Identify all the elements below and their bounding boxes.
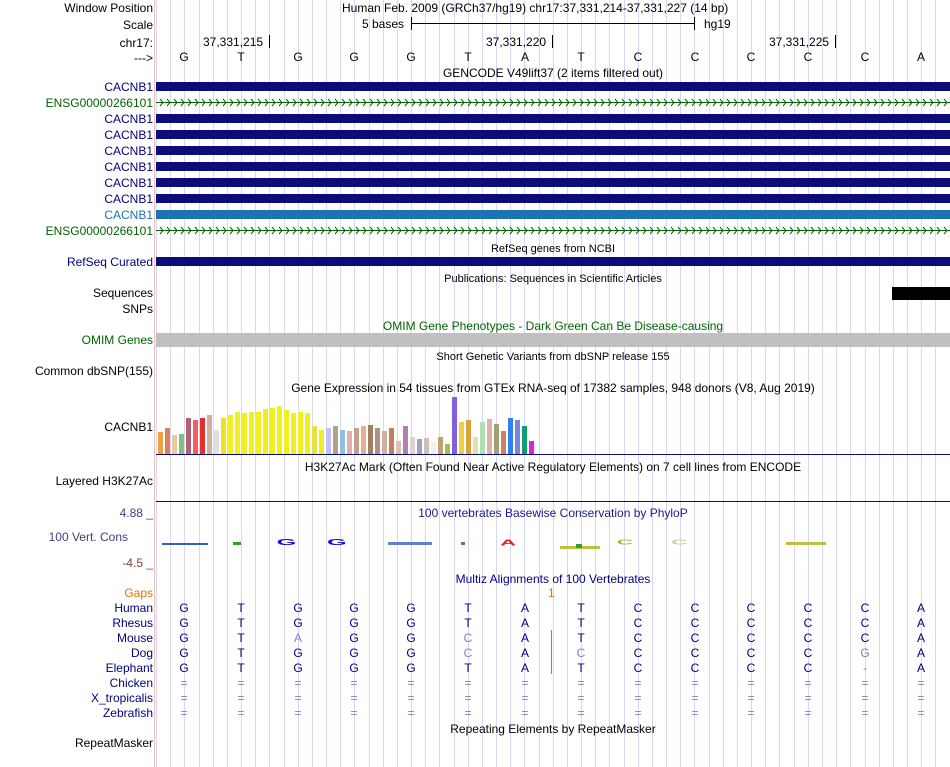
cons-mark-2: [233, 542, 241, 545]
gtex-tissue-bar[interactable]: [340, 430, 345, 454]
gencode-row-label[interactable]: CACNB1: [104, 144, 153, 158]
window-position-label: Window Position: [64, 1, 153, 15]
multiz-base: G: [349, 616, 359, 630]
cons-mark-7: [786, 542, 826, 545]
multiz-track-title: Multiz Alignments of 100 Vertebrates: [455, 572, 651, 586]
scale-text: 5 bases: [362, 17, 405, 31]
base-letter: C: [803, 50, 813, 64]
base-letter: G: [406, 50, 416, 64]
multiz-base: G: [179, 646, 189, 660]
position-tick-2: [552, 35, 553, 48]
multiz-base: G: [406, 616, 416, 630]
multiz-base: T: [237, 661, 245, 675]
gtex-tissue-bar[interactable]: [382, 431, 387, 454]
gtex-tissue-bar[interactable]: [508, 418, 513, 454]
multiz-base: A: [520, 601, 529, 615]
multiz-base: =: [521, 676, 529, 690]
gtex-track-title: Gene Expression in 54 tissues from GTEx RNA-seq of 17382 samples, 948 donors (V8, Aug 2019): [291, 381, 815, 395]
gtex-tissue-bar[interactable]: [200, 418, 205, 454]
base-letter: G: [349, 50, 359, 64]
scale-bar-left-tick: [411, 17, 412, 30]
gtex-tissue-bar[interactable]: [312, 426, 317, 454]
base-letter: G: [293, 50, 303, 64]
gtex-tissue-bar[interactable]: [228, 415, 233, 454]
cons-mark-1: [162, 543, 208, 545]
multiz-base: C: [860, 631, 870, 645]
repeatmasker-track-title: Repeating Elements by RepeatMasker: [450, 722, 656, 736]
multiz-species-label[interactable]: Dog: [130, 646, 153, 660]
multiz-base: A: [916, 631, 925, 645]
gtex-expression-chart[interactable]: [158, 396, 538, 454]
multiz-base: =: [861, 691, 869, 705]
multiz-base: =: [747, 676, 755, 690]
strand-label: --->: [134, 51, 153, 65]
multiz-gaps-label[interactable]: Gaps: [124, 586, 153, 600]
gtex-tissue-bar[interactable]: [326, 428, 331, 454]
multiz-species-label[interactable]: Zebrafish: [102, 706, 153, 720]
gencode-transcript-bar[interactable]: [156, 210, 950, 219]
multiz-base: C: [746, 616, 756, 630]
gtex-tissue-bar[interactable]: [487, 419, 492, 454]
gtex-tissue-bar[interactable]: [424, 438, 429, 454]
multiz-base: C: [803, 601, 813, 615]
base-letter: C: [690, 50, 700, 64]
multiz-base: A: [520, 631, 529, 645]
gencode-row-label[interactable]: CACNB1: [104, 176, 153, 190]
gtex-tissue-bar[interactable]: [242, 413, 247, 454]
gtex-tissue-bar[interactable]: [284, 410, 289, 454]
multiz-base: C: [633, 631, 643, 645]
multiz-base: =: [464, 706, 472, 720]
multiz-base: =: [294, 691, 302, 705]
gtex-tissue-bar[interactable]: [263, 409, 268, 454]
multiz-base: =: [237, 676, 245, 690]
gencode-transcript-bar[interactable]: [156, 82, 950, 91]
multiz-base: =: [577, 676, 585, 690]
gtex-tissue-bar[interactable]: [354, 428, 359, 454]
gtex-tissue-bar[interactable]: [305, 413, 310, 454]
multiz-species-label[interactable]: X_tropicalis: [90, 691, 153, 705]
gencode-row-label[interactable]: CACNB1: [104, 192, 153, 206]
conservation-logo[interactable]: [156, 530, 950, 554]
multiz-base: =: [407, 706, 415, 720]
multiz-base: T: [577, 601, 585, 615]
gtex-tissue-bar[interactable]: [522, 426, 527, 454]
gtex-tissue-bar[interactable]: [361, 426, 366, 454]
multiz-base: G: [293, 646, 303, 660]
gtex-tissue-bar[interactable]: [368, 425, 373, 454]
multiz-base: C: [746, 601, 756, 615]
multiz-base: C: [576, 646, 586, 660]
gtex-tissue-bar[interactable]: [193, 420, 198, 454]
multiz-base: A: [916, 616, 925, 630]
multiz-base: C: [746, 646, 756, 660]
gtex-tissue-bar[interactable]: [473, 437, 478, 454]
h3k27ac-track-title: H3K27Ac Mark (Often Found Near Active Regulatory Elements) on 7 cell lines from ENCODE: [304, 460, 802, 474]
gencode-arrow-line[interactable]: [156, 226, 950, 235]
multiz-base: G: [406, 661, 416, 675]
multiz-base: =: [747, 706, 755, 720]
multiz-base: C: [463, 646, 473, 660]
multiz-base: G: [349, 661, 359, 675]
gtex-tissue-bar[interactable]: [333, 426, 338, 454]
multiz-base: G: [349, 601, 359, 615]
multiz-base: T: [464, 601, 472, 615]
multiz-base: =: [691, 706, 699, 720]
multiz-base: =: [577, 706, 585, 720]
multiz-base: G: [406, 646, 416, 660]
gtex-tissue-bar[interactable]: [396, 441, 401, 454]
multiz-base: C: [633, 661, 643, 675]
multiz-base: A: [916, 661, 925, 675]
base-letter: T: [577, 50, 585, 64]
gencode-row-label[interactable]: ENSG00000266101: [45, 224, 153, 238]
multiz-base: C: [803, 661, 813, 675]
multiz-base: G: [179, 601, 189, 615]
publication-sequence-hit[interactable]: [892, 287, 950, 300]
gtex-tissue-bar[interactable]: [158, 432, 163, 454]
multiz-base: A: [520, 661, 529, 675]
multiz-base: G: [293, 661, 303, 675]
gtex-tissue-bar[interactable]: [165, 428, 170, 454]
multiz-base: T: [577, 631, 585, 645]
multiz-base: C: [633, 601, 643, 615]
multiz-species-label[interactable]: Mouse: [116, 631, 153, 645]
gencode-transcript-bar[interactable]: [156, 178, 950, 187]
gtex-tissue-bar[interactable]: [172, 435, 177, 454]
publications-track-title: Publications: Sequences in Scientific Articles: [444, 273, 662, 285]
multiz-base: =: [294, 706, 302, 720]
base-letter: A: [916, 50, 925, 64]
multiz-base: =: [180, 706, 188, 720]
base-letter: C: [860, 50, 870, 64]
cons-mark-4: [461, 542, 465, 545]
gencode-track-title: GENCODE V49lift37 (2 items filtered out): [442, 66, 664, 80]
multiz-base: G: [406, 631, 416, 645]
gencode-transcript-bar[interactable]: [156, 146, 950, 155]
multiz-base: T: [577, 616, 585, 630]
multiz-base: T: [464, 616, 472, 630]
multiz-base: =: [521, 706, 529, 720]
multiz-base: =: [804, 691, 812, 705]
base-letter: A: [520, 50, 529, 64]
gtex-track-label[interactable]: CACNB1: [104, 420, 153, 434]
multiz-base: =: [917, 706, 925, 720]
gencode-transcript-bar[interactable]: [156, 114, 950, 123]
h3k27ac-baseline: [156, 501, 950, 502]
gtex-tissue-bar[interactable]: [403, 426, 408, 454]
refseq-track-label[interactable]: RefSeq Curated: [66, 255, 153, 269]
gtex-baseline: [156, 454, 950, 455]
gencode-row-label[interactable]: ENSG00000266101: [45, 96, 153, 110]
multiz-base: -: [863, 661, 867, 675]
multiz-base: C: [633, 646, 643, 660]
base-letter: T: [237, 50, 245, 64]
multiz-base: =: [180, 676, 188, 690]
base-letter: C: [746, 50, 756, 64]
gtex-tissue-bar[interactable]: [298, 412, 303, 454]
multiz-base: =: [294, 676, 302, 690]
gtex-tissue-bar[interactable]: [277, 406, 282, 454]
multiz-base: C: [690, 616, 700, 630]
multiz-species-label[interactable]: Elephant: [105, 661, 153, 675]
gtex-tissue-bar[interactable]: [501, 431, 506, 454]
multiz-base: G: [179, 661, 189, 675]
publications-sequences-label[interactable]: Sequences: [92, 286, 153, 300]
multiz-base: G: [349, 646, 359, 660]
base-letter: G: [179, 50, 189, 64]
multiz-base: =: [747, 691, 755, 705]
position-tick-label-2: 37,331,220: [486, 35, 547, 49]
gencode-row-label[interactable]: CACNB1: [104, 208, 153, 222]
multiz-base: =: [237, 706, 245, 720]
base-letter: C: [633, 50, 643, 64]
multiz-base: =: [464, 676, 472, 690]
multiz-base: =: [917, 676, 925, 690]
multiz-base: =: [804, 676, 812, 690]
dbsnp-track-label[interactable]: Common dbSNP(155): [34, 364, 153, 378]
conservation-max-label: 4.88 _: [119, 506, 153, 520]
multiz-base: G: [179, 616, 189, 630]
multiz-base: =: [917, 691, 925, 705]
gtex-tissue-bar[interactable]: [291, 413, 296, 454]
gtex-tissue-bar[interactable]: [214, 430, 219, 454]
gencode-transcript-bar[interactable]: [156, 162, 950, 171]
multiz-base: =: [691, 676, 699, 690]
gtex-tissue-bar[interactable]: [207, 415, 212, 454]
multiz-base: C: [690, 646, 700, 660]
cons-logo-a: A: [500, 538, 517, 548]
position-tick-label-3: 37,331,225: [769, 35, 830, 49]
gtex-tissue-bar[interactable]: [319, 430, 324, 454]
scale-bar-right-tick: [694, 17, 695, 30]
cons-logo-g-1: G: [276, 537, 297, 547]
omim-gene-bar[interactable]: [156, 333, 950, 347]
multiz-base: G: [293, 616, 303, 630]
multiz-base: T: [237, 646, 245, 660]
multiz-base: =: [804, 706, 812, 720]
gtex-tissue-bar[interactable]: [389, 428, 394, 454]
gtex-tissue-bar[interactable]: [410, 437, 415, 454]
gtex-tissue-bar[interactable]: [179, 434, 184, 454]
multiz-base: =: [634, 706, 642, 720]
multiz-base: =: [577, 691, 585, 705]
multiz-base: G: [860, 646, 870, 660]
multiz-base: T: [237, 601, 245, 615]
base-letter: T: [464, 50, 472, 64]
gencode-row-label[interactable]: CACNB1: [104, 112, 153, 126]
multiz-base: C: [690, 631, 700, 645]
multiz-base: C: [690, 661, 700, 675]
multiz-base: C: [463, 631, 473, 645]
gencode-arrow-line[interactable]: [156, 98, 950, 107]
side-label-divider: [154, 0, 155, 767]
multiz-base: C: [860, 601, 870, 615]
gtex-tissue-bar[interactable]: [466, 420, 471, 454]
dbsnp-track-title: Short Genetic Variants from dbSNP release 155: [436, 351, 670, 363]
multiz-base: A: [916, 646, 925, 660]
multiz-base: A: [520, 646, 529, 660]
gtex-tissue-bar[interactable]: [347, 431, 352, 454]
refseq-track-title: RefSeq genes from NCBI: [490, 243, 616, 255]
gtex-tissue-bar[interactable]: [417, 439, 422, 454]
publications-snps-label[interactable]: SNPs: [122, 302, 153, 316]
omim-track-label[interactable]: OMIM Genes: [81, 333, 153, 347]
multiz-base: T: [464, 661, 472, 675]
position-tick-label-1: 37,331,215: [203, 35, 264, 49]
multiz-base: C: [803, 646, 813, 660]
gtex-tissue-bar[interactable]: [438, 437, 443, 454]
multiz-base: =: [350, 706, 358, 720]
multiz-base: C: [690, 601, 700, 615]
cons-logo-g-2: G: [327, 537, 347, 547]
refseq-gene-bar[interactable]: [156, 257, 950, 266]
multiz-base: G: [293, 601, 303, 615]
scale-db: hg19: [704, 17, 731, 31]
gtex-tissue-bar[interactable]: [529, 441, 534, 454]
gtex-tissue-bar[interactable]: [445, 444, 450, 454]
position-tick-1: [269, 35, 270, 48]
position-tick-3: [835, 35, 836, 48]
multiz-gap-line: [551, 630, 552, 674]
multiz-base: =: [464, 691, 472, 705]
multiz-base: G: [179, 631, 189, 645]
multiz-base: A: [916, 601, 925, 615]
multiz-base: =: [237, 691, 245, 705]
gtex-tissue-bar[interactable]: [235, 412, 240, 454]
multiz-base: T: [237, 616, 245, 630]
multiz-species-label[interactable]: Rhesus: [112, 616, 153, 630]
multiz-base: =: [407, 676, 415, 690]
multiz-base: =: [634, 691, 642, 705]
cons-logo-c-1: C: [616, 538, 633, 547]
multiz-base: C: [633, 616, 643, 630]
gtex-tissue-bar[interactable]: [494, 424, 499, 454]
multiz-base: =: [861, 706, 869, 720]
multiz-base: =: [407, 691, 415, 705]
gtex-tissue-bar[interactable]: [221, 418, 226, 454]
multiz-base: C: [803, 631, 813, 645]
cons-mark-3: [388, 542, 432, 545]
multiz-base: G: [406, 601, 416, 615]
gencode-row-label[interactable]: CACNB1: [104, 160, 153, 174]
gtex-tissue-bar[interactable]: [186, 418, 191, 454]
multiz-base: =: [691, 691, 699, 705]
scale-bar: [411, 23, 694, 24]
multiz-base: =: [861, 676, 869, 690]
gtex-tissue-bar[interactable]: [256, 412, 261, 454]
gtex-tissue-bar[interactable]: [480, 422, 485, 454]
multiz-base: A: [520, 616, 529, 630]
multiz-base: =: [521, 691, 529, 705]
conservation-min-label: -4.5 _: [122, 556, 153, 570]
multiz-base: C: [803, 616, 813, 630]
multiz-base: C: [860, 616, 870, 630]
h3k27ac-track-label[interactable]: Layered H3K27Ac: [55, 474, 153, 488]
multiz-base: =: [350, 691, 358, 705]
gtex-tissue-bar[interactable]: [270, 408, 275, 454]
gtex-tissue-bar[interactable]: [375, 428, 380, 454]
multiz-base: A: [293, 631, 302, 645]
multiz-base: =: [350, 676, 358, 690]
gtex-tissue-bar[interactable]: [249, 412, 254, 454]
multiz-species-label[interactable]: Chicken: [109, 676, 153, 690]
multiz-gap-count: 1: [548, 586, 555, 600]
assembly-position-text: Human Feb. 2009 (GRCh37/hg19) chr17:37,331,214-37,331,227 (14 bp): [342, 1, 729, 15]
omim-track-title: OMIM Gene Phenotypes - Dark Green Can Be Disease-causing: [382, 319, 724, 333]
gtex-tissue-bar[interactable]: [452, 397, 457, 454]
gencode-row-label[interactable]: CACNB1: [104, 128, 153, 142]
multiz-base: =: [180, 691, 188, 705]
conservation-track-label[interactable]: 100 Vert. Cons: [48, 530, 128, 544]
multiz-base: T: [237, 631, 245, 645]
gtex-tissue-bar[interactable]: [459, 422, 464, 454]
repeatmasker-track-label[interactable]: RepeatMasker: [74, 736, 153, 750]
multiz-base: C: [746, 631, 756, 645]
scale-label: Scale: [122, 18, 153, 32]
gencode-transcript-bar[interactable]: [156, 130, 950, 139]
multiz-base: T: [577, 661, 585, 675]
gencode-transcript-bar[interactable]: [156, 194, 950, 203]
cons-logo-c-2: C: [671, 538, 688, 547]
multiz-base: G: [349, 631, 359, 645]
gencode-row-label[interactable]: CACNB1: [104, 80, 153, 94]
gtex-tissue-bar[interactable]: [515, 420, 520, 454]
multiz-base: C: [746, 661, 756, 675]
multiz-base: =: [634, 676, 642, 690]
conservation-track-title: 100 vertebrates Basewise Conservation by PhyloP: [418, 506, 688, 520]
gtex-tissue-bar[interactable]: [431, 442, 436, 454]
multiz-species-label[interactable]: Human: [114, 601, 153, 615]
chrom-label: chr17:: [119, 36, 153, 50]
cons-mark-6: [576, 544, 582, 548]
